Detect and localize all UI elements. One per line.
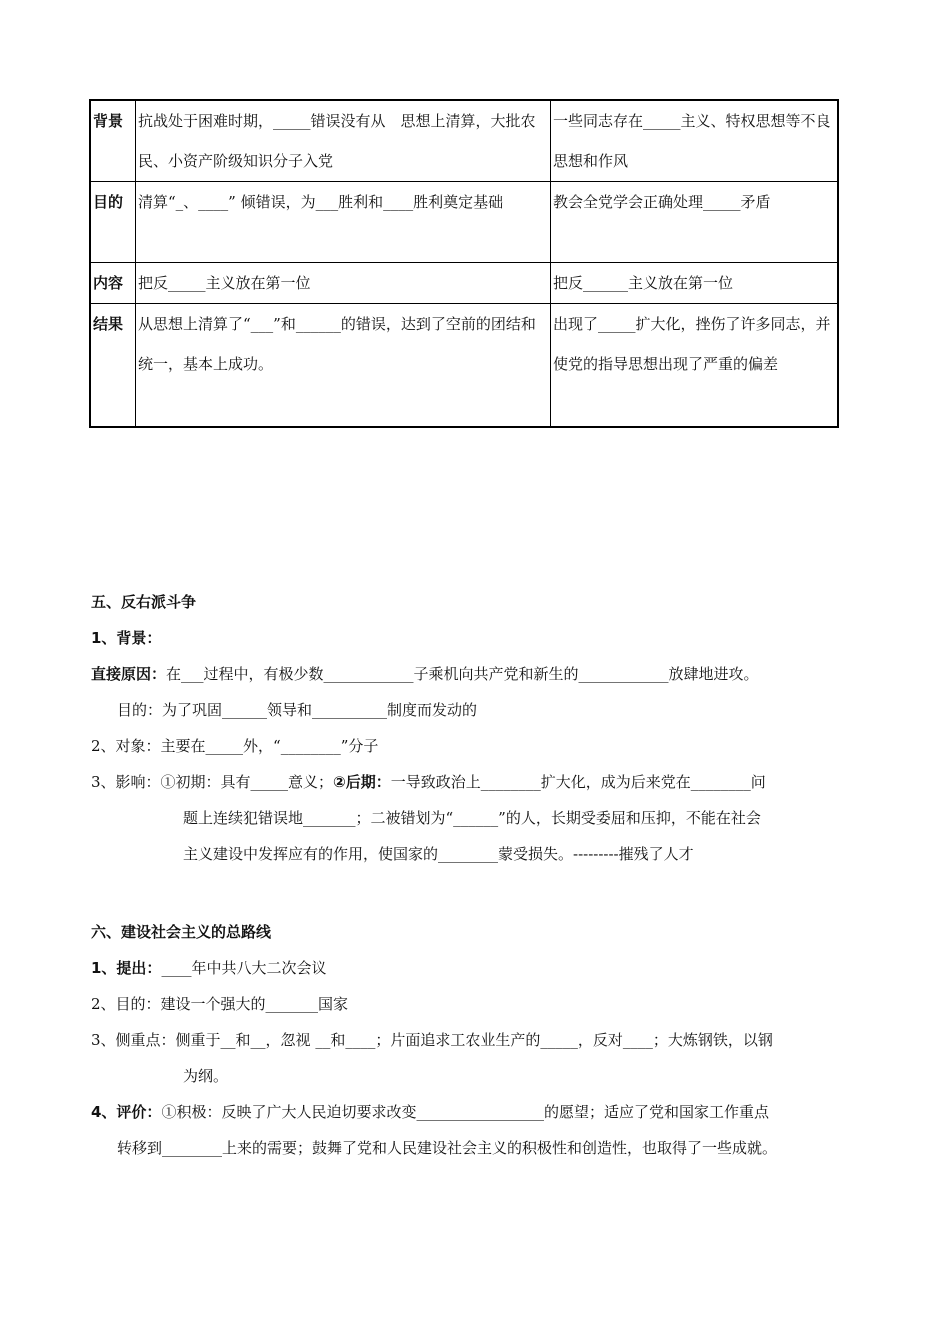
background-heading: 1、背景： bbox=[91, 629, 162, 647]
evaluation bbox=[91, 1094, 861, 1130]
table-row bbox=[90, 304, 838, 428]
proposal bbox=[91, 950, 861, 986]
section-anti-rightist bbox=[91, 584, 861, 872]
impact-line bbox=[91, 764, 861, 800]
proposal-text: ____年中共八大二次会议 bbox=[161, 959, 327, 977]
direct-cause bbox=[91, 656, 861, 692]
table-cell: 抗战处于困难时期，_____错误没有从 思想上清算，大批农民、小资产阶级知识分子入党 bbox=[136, 100, 551, 182]
impact-late-label: ②后期： bbox=[333, 773, 391, 791]
impact-line: 主义建设中发挥应有的作用，使国家的________蒙受损失。---------摧残了人才 bbox=[183, 845, 694, 863]
table-row bbox=[90, 182, 838, 263]
direct-cause-text: 在___过程中，有极少数____________子乘机向共产党和新生的____________放肆地进攻。 bbox=[166, 665, 759, 683]
table-cell: 从思想上清算了“___”和______的错误，达到了空前的团结和统一，基本上成功。 bbox=[136, 304, 551, 428]
section-general-line bbox=[91, 914, 861, 1166]
section-title: 五、反右派斗争 bbox=[91, 593, 197, 611]
direct-cause-label: 直接原因： bbox=[91, 665, 167, 683]
table-cell: 把反_____主义放在第一位 bbox=[136, 263, 551, 304]
table-cell: 教会全党学会正确处理_____矛盾 bbox=[551, 182, 839, 263]
evaluation-text: ①积极：反映了广大人民迫切要求改变_________________的愿望；适应了党和国家工作重点 bbox=[161, 1103, 769, 1121]
impact-line1: 一导致政治上________扩大化，成为后来党在________问 bbox=[390, 773, 766, 791]
comparison-table bbox=[89, 99, 839, 428]
row-label: 内容 bbox=[90, 263, 136, 304]
row-label: 结果 bbox=[90, 304, 136, 428]
section-title: 六、建设社会主义的总路线 bbox=[91, 923, 272, 941]
table-row bbox=[90, 263, 838, 304]
impact-line: 题上连续犯错误地_______；二被错划为“______”的人，长期受委屈和压抑，不能在社会 bbox=[183, 809, 761, 827]
focus: 为纲。 bbox=[183, 1067, 229, 1085]
row-label: 背景 bbox=[90, 100, 136, 182]
table-cell: 清算“_、____” 倾错误，为___胜利和____胜利奠定基础 bbox=[136, 182, 551, 263]
row-label: 目的 bbox=[90, 182, 136, 263]
goal: 2、目的：建设一个强大的_______国家 bbox=[91, 995, 349, 1013]
table-cell: 把反______主义放在第一位 bbox=[551, 263, 839, 304]
table-row bbox=[90, 100, 838, 182]
impact-prefix: 3、影响：①初期：具有_____意义； bbox=[91, 773, 334, 791]
target: 2、对象：主要在_____外，“________”分子 bbox=[91, 737, 379, 755]
evaluation: 转移到________上来的需要；鼓舞了党和人民建设社会主义的积极性和创造性，也取得了一些成就。 bbox=[117, 1139, 778, 1157]
table-cell: 出现了_____扩大化，挫伤了许多同志，并使党的指导思想出现了严重的偏差 bbox=[551, 304, 839, 428]
focus: 3、侧重点：侧重于__和__，忽视 __和____；片面追求工农业生产的_____，反对____；大炼钢铁，以钢 bbox=[91, 1031, 773, 1049]
evaluation-label: 4、评价： bbox=[91, 1103, 162, 1121]
proposal-label: 1、提出： bbox=[91, 959, 162, 977]
purpose: 目的：为了巩固______领导和__________制度而发动的 bbox=[117, 701, 478, 719]
table-cell: 一些同志存在_____主义、特权思想等不良思想和作风 bbox=[551, 100, 839, 182]
